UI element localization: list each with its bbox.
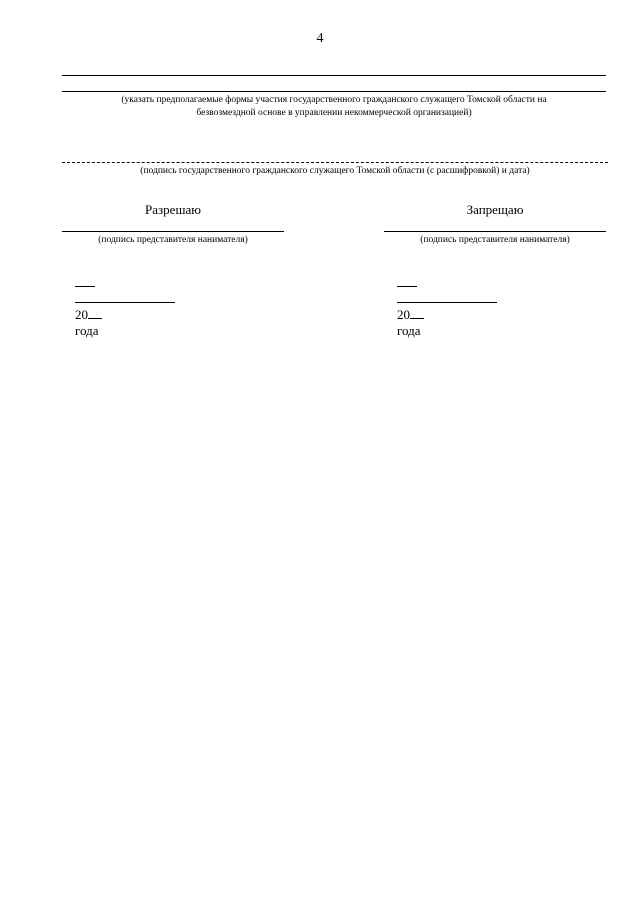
page-number: 4 xyxy=(316,31,324,46)
participation-line-2 xyxy=(62,91,606,92)
allow-signature-line xyxy=(62,231,284,232)
allow-signature-caption: (подпись представителя нанимателя) xyxy=(98,235,248,245)
allow-year-prefix: 20 xyxy=(75,307,88,322)
deny-date-line xyxy=(384,259,497,355)
employee-signature-caption: (подпись государственного гражданского служащего Томской области (с расшифровкой) и дата) xyxy=(140,166,530,176)
participation-caption-line-1: (указать предполагаемые формы участия государственного гражданского служащего Томской области на xyxy=(121,95,547,105)
employee-signature-line xyxy=(62,162,608,163)
deny-title: Запрещаю xyxy=(466,202,524,217)
participation-caption-line-2: безвозмездной основе в управлении некоммерческой организацией) xyxy=(196,108,472,118)
deny-day-blank xyxy=(397,276,417,287)
deny-signature-caption: (подпись представителя нанимателя) xyxy=(420,235,570,245)
deny-month-blank xyxy=(397,292,497,303)
allow-day-blank xyxy=(75,276,95,287)
deny-year-prefix: 20 xyxy=(397,307,410,322)
participation-line-1 xyxy=(62,75,606,76)
allow-date-line xyxy=(62,259,175,355)
allow-month-blank xyxy=(75,292,175,303)
deny-year-suffix: года xyxy=(397,323,421,338)
allow-title: Разрешаю xyxy=(145,202,201,217)
deny-year-blank xyxy=(410,308,424,319)
allow-year-blank xyxy=(88,308,102,319)
deny-signature-line xyxy=(384,231,606,232)
allow-year-suffix: года xyxy=(75,323,99,338)
